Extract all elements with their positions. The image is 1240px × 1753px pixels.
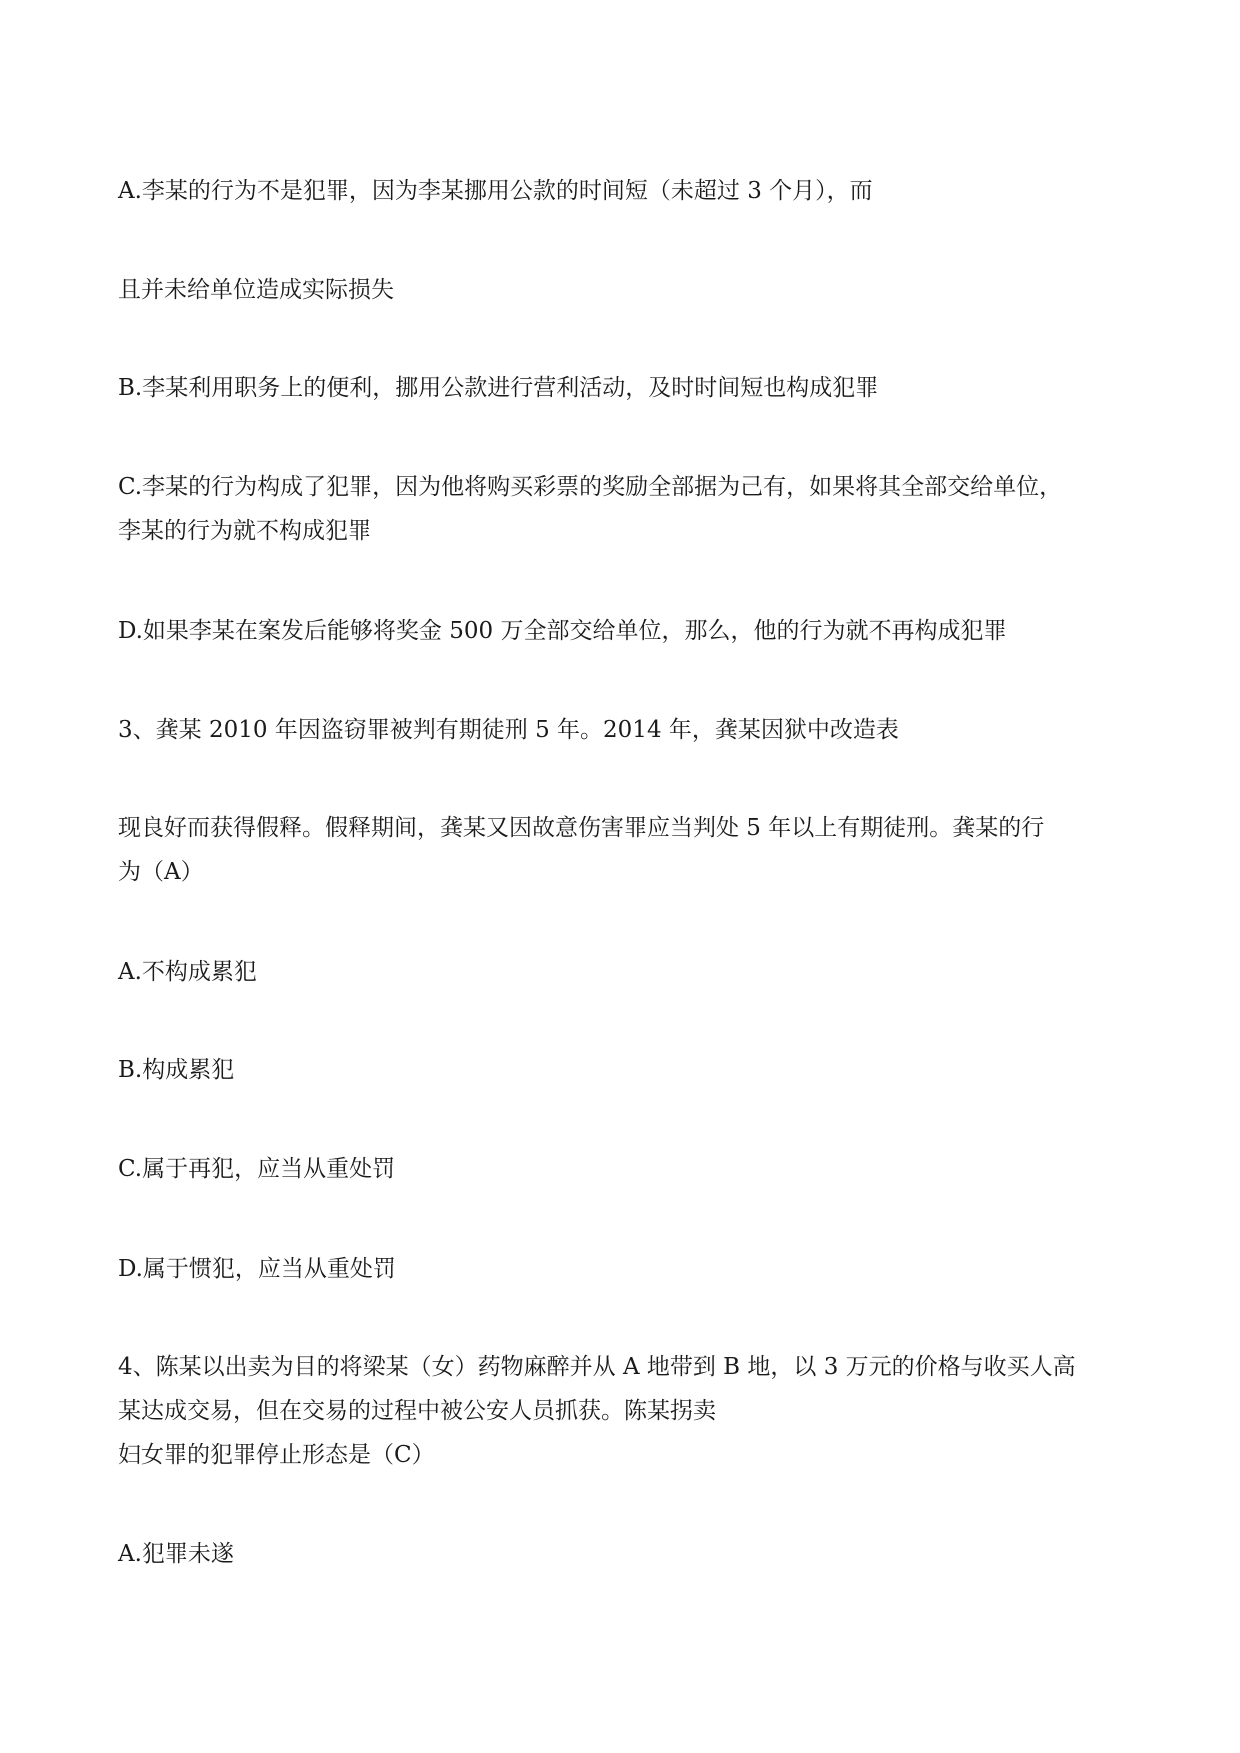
text-line: D.属于惯犯，应当从重处罚 <box>118 1256 396 1282</box>
text-line: A.不构成累犯 <box>118 959 257 985</box>
text-line: 李某的行为就不构成犯罪 <box>118 518 371 544</box>
text-line: C.李某的行为构成了犯罪，因为他将购买彩票的奖励全部据为己有，如果将其全部交给单位， <box>118 474 1063 500</box>
text-line: 现良好而获得假释。假释期间，龚某又因故意伤害罪应当判处 5 年以上有期徒刑。龚某的行 <box>118 815 1045 841</box>
text-line: 4、陈某以出卖为目的将梁某（女）药物麻醉并从 A 地带到 B 地，以 3 万元的价格与收买人高 <box>118 1354 1076 1380</box>
text-line: D.如果李某在案发后能够将奖金 500 万全部交给单位，那么，他的行为就不再构成犯罪 <box>118 618 1007 644</box>
text-line: 妇女罪的犯罪停止形态是（C） <box>118 1442 435 1468</box>
text-line: A.李某的行为不是犯罪，因为李某挪用公款的时间短（未超过 3 个月），而 <box>118 178 873 204</box>
text-line: 且并未给单位造成实际损失 <box>118 277 394 303</box>
text-line: B.构成累犯 <box>118 1057 235 1083</box>
text-line: 为（A） <box>118 859 204 885</box>
text-line: A.犯罪未遂 <box>118 1541 234 1567</box>
text-line: 3、龚某 2010 年因盗窃罪被判有期徒刑 5 年。2014 年，龚某因狱中改造表 <box>118 717 899 743</box>
text-line: 某达成交易，但在交易的过程中被公安人员抓获。陈某拐卖 <box>118 1398 716 1424</box>
text-line: B.李某利用职务上的便利，挪用公款进行营利活动，及时时间短也构成犯罪 <box>118 375 879 401</box>
text-line: C.属于再犯，应当从重处罚 <box>118 1156 396 1182</box>
